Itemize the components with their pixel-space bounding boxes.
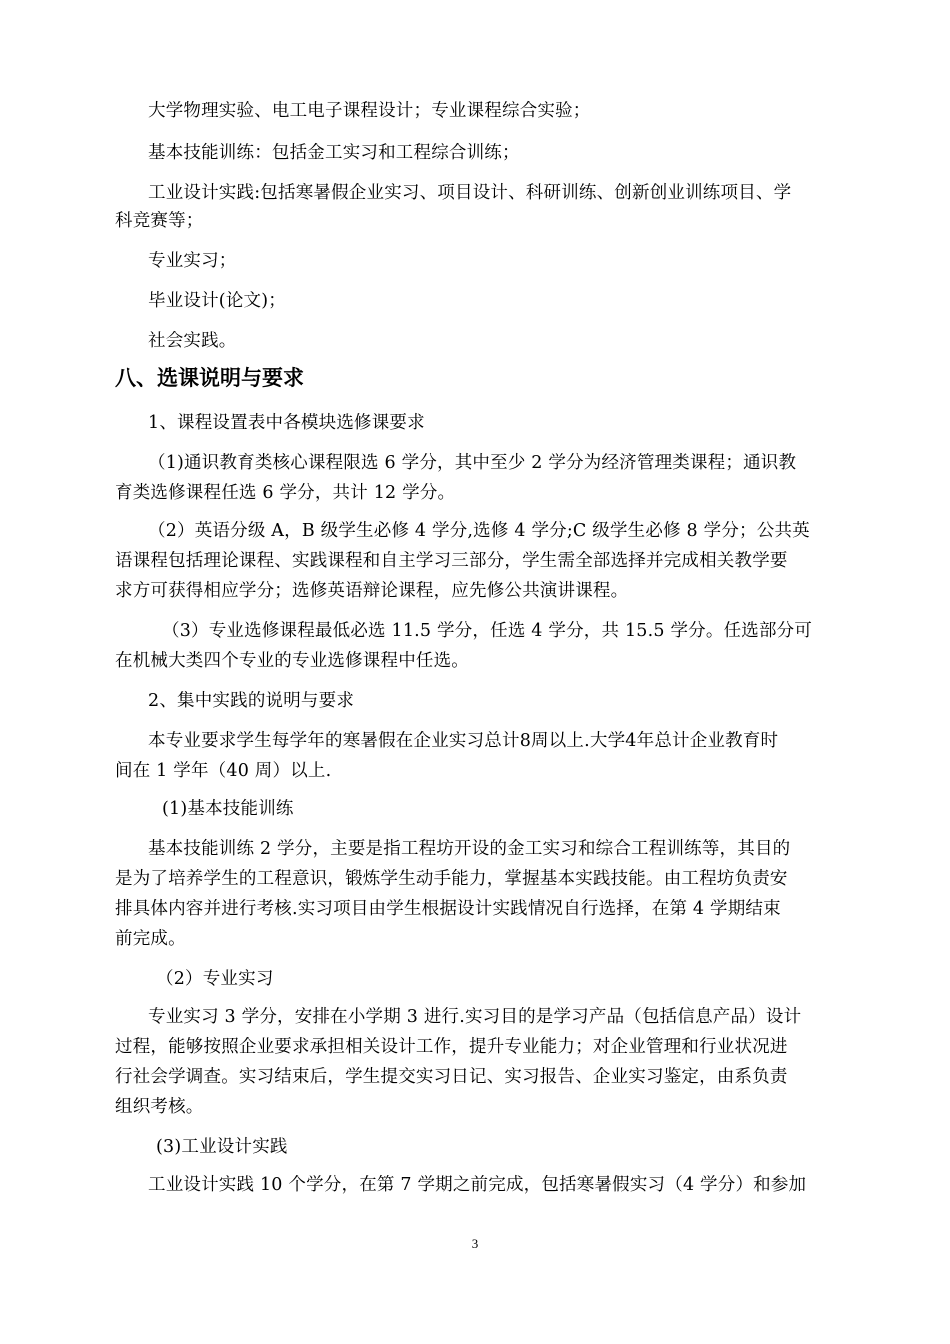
text-line: 专业实习； bbox=[148, 251, 237, 271]
text-line: 社会实践。 bbox=[148, 331, 237, 351]
text-line: （3）专业选修课程最低必选 11.5 学分，任选 4 学分，共 15.5 学分。任选部分可 bbox=[162, 621, 813, 641]
text-line: 间在 1 学年（40 周）以上. bbox=[115, 761, 332, 781]
subsection-title: 1、课程设置表中各模块选修课要求 bbox=[148, 413, 425, 433]
item-title: (3)工业设计实践 bbox=[156, 1137, 288, 1157]
text-line: 专业实习 3 学分，安排在小学期 3 进行.实习目的是学习产品（包括信息产品）设计 bbox=[148, 1007, 802, 1027]
section-heading: 八、选课说明与要求 bbox=[115, 366, 304, 390]
page-number: 3 bbox=[471, 1236, 479, 1251]
text-line: 育类选修课程任选 6 学分，共计 12 学分。 bbox=[115, 483, 456, 503]
text-line: （1)通识教育类核心课程限选 6 学分，其中至少 2 学分为经济管理类课程；通识教 bbox=[148, 453, 797, 473]
text-line: 语课程包括理论课程、实践课程和自主学习三部分，学生需全部选择并完成相关教学要 bbox=[115, 551, 788, 571]
text-line: 组织考核。 bbox=[115, 1097, 204, 1117]
text-line: 毕业设计(论文)； bbox=[148, 291, 286, 311]
item-title: (1)基本技能训练 bbox=[162, 799, 294, 819]
item-title: （2）专业实习 bbox=[156, 969, 274, 989]
text-line: 行社会学调查。实习结束后，学生提交实习日记、实习报告、企业实习鉴定，由系负责 bbox=[115, 1067, 788, 1087]
text-line: 排具体内容并进行考核.实习项目由学生根据设计实践情况自行选择，在第 4 学期结束 bbox=[115, 899, 781, 919]
text-line: 求方可获得相应学分；选修英语辩论课程，应先修公共演讲课程。 bbox=[115, 581, 629, 601]
text-line: 基本技能训练 2 学分，主要是指工程坊开设的金工实习和综合工程训练等，其目的 bbox=[148, 839, 791, 859]
text-line: 在机械大类四个专业的专业选修课程中任选。 bbox=[115, 651, 469, 671]
text-line: 过程，能够按照企业要求承担相关设计工作，提升专业能力；对企业管理和行业状况进 bbox=[115, 1037, 788, 1057]
text-line: 前完成。 bbox=[115, 929, 186, 949]
text-line: 科竞赛等； bbox=[115, 211, 204, 231]
text-line: 大学物理实验、电工电子课程设计；专业课程综合实验； bbox=[148, 101, 591, 121]
subsection-title: 2、集中实践的说明与要求 bbox=[148, 691, 355, 711]
text-line: 工业设计实践 10 个学分，在第 7 学期之前完成，包括寒暑假实习（4 学分）和参加 bbox=[148, 1175, 807, 1195]
text-line: （2）英语分级 A，B 级学生必修 4 学分,选修 4 学分;C 级学生必修 8 学分；公共英 bbox=[148, 521, 810, 541]
text-line: 工业设计实践:包括寒暑假企业实习、项目设计、科研训练、创新创业训练项目、学 bbox=[148, 183, 792, 203]
text-line: 本专业要求学生每学年的寒暑假在企业实习总计8周以上.大学4年总计企业教育时 bbox=[148, 731, 779, 751]
text-line: 是为了培养学生的工程意识，锻炼学生动手能力，掌握基本实践技能。由工程坊负责安 bbox=[115, 869, 788, 889]
text-line: 基本技能训练：包括金工实习和工程综合训练； bbox=[148, 143, 520, 163]
